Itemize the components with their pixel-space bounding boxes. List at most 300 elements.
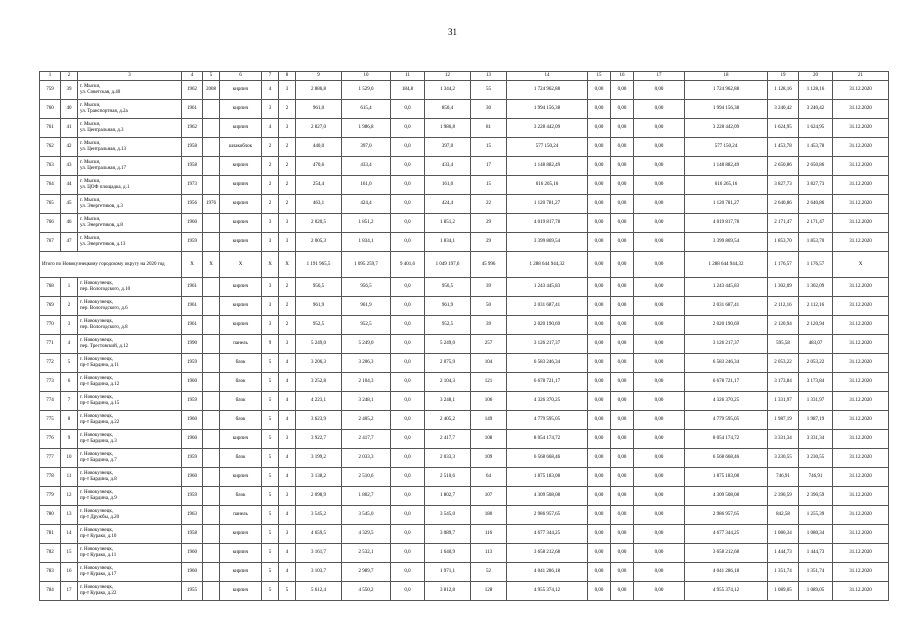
- table-cell: 3: [279, 81, 296, 100]
- table-cell: 3: [262, 214, 279, 233]
- address-cell: г. Мыски, ул. Центральная, д.17: [78, 157, 182, 176]
- table-cell: 3: [262, 278, 279, 297]
- table-cell: 0,00: [634, 468, 685, 487]
- table-cell: 1958: [182, 525, 203, 544]
- table-cell: 761: [40, 119, 61, 138]
- table-row: [40, 449, 889, 468]
- table-row: [40, 525, 889, 544]
- address-cell: г. Новокузнецк, пр-т Курако, д.11: [78, 544, 182, 563]
- table-cell: 2 031 687,41: [685, 297, 768, 316]
- table-cell: 5: [61, 354, 78, 373]
- table-cell: 1960: [182, 544, 203, 563]
- table-cell: 0,00: [611, 506, 634, 525]
- table-cell: 766: [40, 214, 61, 233]
- table-cell: 0,00: [611, 582, 634, 601]
- table-cell: [203, 544, 220, 563]
- table-cell: 3 827,73: [768, 176, 799, 195]
- total-cell: 0,00: [588, 252, 611, 278]
- table-cell: 0,0: [391, 354, 425, 373]
- table-cell: 0,00: [634, 316, 685, 335]
- table-cell: 0,00: [611, 278, 634, 297]
- column-number-cell: 5: [203, 72, 220, 81]
- table-cell: 104: [471, 354, 507, 373]
- table-cell: 2: [262, 138, 279, 157]
- table-cell: 31.12.2020: [833, 506, 889, 525]
- column-number-cell: 18: [685, 72, 768, 81]
- table-cell: 2: [61, 297, 78, 316]
- table-cell: 4: [262, 119, 279, 138]
- table-cell: 1960: [182, 468, 203, 487]
- table-cell: 4 309 508,08: [685, 487, 768, 506]
- column-number-cell: 6: [220, 72, 262, 81]
- table-cell: [203, 582, 220, 601]
- table-cell: 0,0: [391, 373, 425, 392]
- table-cell: 4 223,1: [296, 392, 342, 411]
- table-cell: 2 510,6: [425, 468, 471, 487]
- table-cell: 31.12.2020: [833, 449, 889, 468]
- table-cell: 2 053,22: [799, 354, 833, 373]
- table-cell: 6 568 668,46: [507, 449, 588, 468]
- table-cell: 2 510,6: [342, 468, 391, 487]
- address-cell: г. Новокузнецк, пр-т Бардина, д.7: [78, 449, 182, 468]
- table-cell: 0,00: [611, 157, 634, 176]
- column-number-cell: 10: [342, 72, 391, 81]
- table-cell: 763: [40, 157, 61, 176]
- table-cell: 31.12.2020: [833, 214, 889, 233]
- table-cell: 1 986,8: [342, 119, 391, 138]
- table-cell: 4: [279, 392, 296, 411]
- table-cell: 1 148 882,49: [507, 157, 588, 176]
- table-cell: 3: [61, 316, 78, 335]
- table-cell: 1961: [182, 297, 203, 316]
- table-cell: 55: [471, 81, 507, 100]
- table-cell: 0,00: [611, 335, 634, 354]
- table-cell: 956,5: [296, 278, 342, 297]
- table-cell: 397,0: [342, 138, 391, 157]
- table-cell: 0,0: [391, 563, 425, 582]
- table-cell: 3 161,7: [296, 544, 342, 563]
- table-cell: 0,00: [611, 373, 634, 392]
- table-cell: 0,00: [611, 354, 634, 373]
- table-cell: 2 390,59: [768, 487, 799, 506]
- table-cell: 1960: [182, 214, 203, 233]
- table-cell: 6 678 721,17: [685, 373, 768, 392]
- table-cell: кирпич: [220, 468, 262, 487]
- table-cell: [203, 176, 220, 195]
- table-cell: 0,00: [634, 430, 685, 449]
- table-cell: 1 444,73: [799, 544, 833, 563]
- table-cell: 3 206,3: [342, 354, 391, 373]
- table-cell: 17: [61, 582, 78, 601]
- table-cell: [203, 468, 220, 487]
- table-cell: 2 827,0: [296, 119, 342, 138]
- table-cell: 31.12.2020: [833, 335, 889, 354]
- table-cell: блок: [220, 449, 262, 468]
- table-cell: 779: [40, 487, 61, 506]
- column-number-cell: 3: [78, 72, 182, 81]
- table-cell: 0,00: [588, 354, 611, 373]
- table-cell: 5: [262, 411, 279, 430]
- table-cell: 0,0: [391, 176, 425, 195]
- column-number-cell: 16: [611, 72, 634, 81]
- table-cell: 2 033,3: [425, 449, 471, 468]
- table-cell: 1 987,19: [768, 411, 799, 430]
- table-cell: 5 249,0: [425, 335, 471, 354]
- table-cell: 433,4: [425, 157, 471, 176]
- table-cell: 31.12.2020: [833, 176, 889, 195]
- table-cell: 81: [471, 119, 507, 138]
- table-cell: 15: [471, 176, 507, 195]
- table-cell: [203, 487, 220, 506]
- table-cell: 13: [61, 506, 78, 525]
- table-cell: 0,00: [588, 411, 611, 430]
- table-row: [40, 411, 889, 430]
- table-cell: 0,00: [634, 487, 685, 506]
- table-cell: 1956: [182, 195, 203, 214]
- total-row: [40, 252, 889, 278]
- table-cell: 64: [471, 468, 507, 487]
- table-cell: [203, 157, 220, 176]
- column-number-row: [40, 72, 889, 81]
- table-cell: 2 417,7: [425, 430, 471, 449]
- address-cell: г. Новокузнецк, пр-т Дружбы, д.20: [78, 506, 182, 525]
- table-cell: [203, 119, 220, 138]
- table-cell: 12: [61, 487, 78, 506]
- table-cell: 0,00: [588, 316, 611, 335]
- table-cell: 8: [61, 411, 78, 430]
- table-cell: 595,58: [768, 335, 799, 354]
- address-cell: г. Мыски, ул. Энергетиков, д.8: [78, 214, 182, 233]
- table-cell: 1959: [182, 392, 203, 411]
- table-cell: 2 020 190,69: [507, 316, 588, 335]
- table-cell: 2 120,94: [768, 316, 799, 335]
- table-cell: 1 994 156,38: [507, 100, 588, 119]
- table-cell: 107: [471, 487, 507, 506]
- table-cell: 784: [40, 582, 61, 601]
- total-cell: 1 095 259,7: [342, 252, 391, 278]
- table-cell: 15: [61, 544, 78, 563]
- table-cell: 2 405,2: [342, 411, 391, 430]
- address-cell: г. Новокузнецк, пр-т Бардина, д.22: [78, 411, 182, 430]
- table-cell: 3 230,55: [799, 449, 833, 468]
- table-cell: 4: [279, 563, 296, 582]
- table-cell: 5: [262, 468, 279, 487]
- table-cell: 4 309 508,08: [507, 487, 588, 506]
- table-cell: 0,0: [391, 487, 425, 506]
- table-cell: 31.12.2020: [833, 430, 889, 449]
- table-cell: 1 853,70: [768, 233, 799, 252]
- table-cell: 1973: [182, 176, 203, 195]
- table-cell: 1 834,1: [425, 233, 471, 252]
- table-row: [40, 176, 889, 195]
- total-cell: 1 049 197,6: [425, 252, 471, 278]
- total-cell: 0,00: [611, 252, 634, 278]
- table-cell: 616 265,16: [685, 176, 768, 195]
- table-cell: 1 834,1: [342, 233, 391, 252]
- table-cell: 774: [40, 392, 61, 411]
- table-cell: 4 955 374,12: [507, 582, 588, 601]
- table-cell: 1 331,97: [768, 392, 799, 411]
- table-cell: 961,9: [296, 297, 342, 316]
- table-cell: 1958: [182, 157, 203, 176]
- total-label-cell: Итого по Новокузнецкому городскому округу на 2020 год: [40, 252, 182, 278]
- table-cell: кирпич: [220, 157, 262, 176]
- total-cell: 0,00: [634, 252, 685, 278]
- table-row: [40, 157, 889, 176]
- table-cell: 16: [61, 563, 78, 582]
- table-cell: 2: [279, 278, 296, 297]
- table-cell: 3 623,9: [296, 411, 342, 430]
- table-cell: 14: [61, 525, 78, 544]
- table-cell: 0,00: [588, 487, 611, 506]
- table-cell: 577 150,24: [507, 138, 588, 157]
- table-cell: 759: [40, 81, 61, 100]
- table-cell: 106: [471, 392, 507, 411]
- table-cell: 2008: [203, 81, 220, 100]
- table-cell: 6: [61, 373, 78, 392]
- column-number-cell: 1: [40, 72, 61, 81]
- table-cell: 1990: [182, 335, 203, 354]
- total-cell: X: [279, 252, 296, 278]
- table-cell: 2 020 190,69: [685, 316, 768, 335]
- table-cell: 31.12.2020: [833, 468, 889, 487]
- table-cell: 0,0: [391, 544, 425, 563]
- total-cell: X: [203, 252, 220, 278]
- table-cell: 1 971,1: [425, 563, 471, 582]
- table-cell: 40: [61, 100, 78, 119]
- table-cell: 6 583 246,34: [507, 354, 588, 373]
- table-cell: 0,00: [611, 449, 634, 468]
- table-cell: 47: [61, 233, 78, 252]
- table-cell: 30: [471, 100, 507, 119]
- column-number-cell: 19: [768, 72, 799, 81]
- table-cell: 0,00: [588, 119, 611, 138]
- table-cell: 0,00: [634, 544, 685, 563]
- table-cell: 0,0: [391, 506, 425, 525]
- table-cell: 0,00: [611, 316, 634, 335]
- table-cell: 3 138,2: [296, 468, 342, 487]
- table-cell: 1 331,97: [799, 392, 833, 411]
- table-cell: 52: [471, 563, 507, 582]
- table-cell: 1959: [182, 354, 203, 373]
- address-cell: г. Мыски, ул. Энергетиков, д.3: [78, 195, 182, 214]
- table-cell: 109: [471, 449, 507, 468]
- table-cell: 4 550,2: [342, 582, 391, 601]
- housing-register-table: [39, 71, 889, 601]
- table-cell: 616 265,16: [507, 176, 588, 195]
- table-cell: 1960: [182, 563, 203, 582]
- table-cell: 3 173,84: [768, 373, 799, 392]
- table-cell: 0,00: [634, 563, 685, 582]
- table-row: [40, 278, 889, 297]
- table-cell: 2 886,8: [296, 81, 342, 100]
- table-cell: 1 724 962,88: [685, 81, 768, 100]
- table-cell: 1 089,05: [768, 582, 799, 601]
- table-cell: 842,58: [768, 506, 799, 525]
- table-cell: 2 112,16: [768, 297, 799, 316]
- table-cell: 777: [40, 449, 61, 468]
- table-cell: 4 779 595,05: [507, 411, 588, 430]
- table-cell: 0,00: [588, 373, 611, 392]
- address-cell: г. Новокузнецк, пр-т Бардина, д.8: [78, 468, 182, 487]
- table-cell: 180: [471, 506, 507, 525]
- table-cell: 5: [262, 582, 279, 601]
- table-cell: кирпич: [220, 100, 262, 119]
- table-cell: 1 987,19: [799, 411, 833, 430]
- column-number-cell: 13: [471, 72, 507, 81]
- table-cell: 1961: [182, 278, 203, 297]
- table-cell: 2 098,9: [296, 487, 342, 506]
- table-cell: 3 240,42: [799, 100, 833, 119]
- address-cell: г. Новокузнецк, пер. Вологодского, д.8: [78, 316, 182, 335]
- table-cell: 5: [262, 392, 279, 411]
- table-cell: 4 326 370,25: [507, 392, 588, 411]
- table-cell: 1960: [182, 373, 203, 392]
- table-row: [40, 100, 889, 119]
- table-cell: 2: [262, 176, 279, 195]
- table-cell: 3 331,34: [799, 430, 833, 449]
- table-cell: 3 252,8: [296, 373, 342, 392]
- table-cell: 3 089,7: [425, 525, 471, 544]
- table-cell: 782: [40, 544, 61, 563]
- table-cell: 762: [40, 138, 61, 157]
- table-cell: 5: [262, 430, 279, 449]
- table-cell: 1 724 962,88: [507, 81, 588, 100]
- table-cell: 0,00: [588, 157, 611, 176]
- table-cell: 0,00: [588, 233, 611, 252]
- column-number-cell: 20: [799, 72, 833, 81]
- table-cell: 0,00: [588, 430, 611, 449]
- table-cell: 31.12.2020: [833, 582, 889, 601]
- column-number-cell: 14: [507, 72, 588, 81]
- table-cell: 5: [262, 487, 279, 506]
- table-cell: 3: [279, 233, 296, 252]
- table-cell: кирпич: [220, 525, 262, 544]
- table-cell: 0,00: [588, 544, 611, 563]
- table-cell: 0,0: [391, 430, 425, 449]
- table-cell: 0,00: [634, 119, 685, 138]
- table-cell: 0,00: [611, 563, 634, 582]
- table-cell: 1 302,09: [768, 278, 799, 297]
- table-cell: 2: [279, 176, 296, 195]
- address-cell: г. Мыски, ул. ЦОФ площадка, д.1: [78, 176, 182, 195]
- table-cell: 4 955 374,12: [685, 582, 768, 601]
- table-cell: 2 120,94: [799, 316, 833, 335]
- table-cell: [203, 214, 220, 233]
- table-cell: [203, 297, 220, 316]
- table-cell: 0,00: [634, 157, 685, 176]
- table-cell: 1 624,95: [768, 119, 799, 138]
- table-cell: 128: [471, 582, 507, 601]
- table-cell: 4: [279, 468, 296, 487]
- table-cell: 778: [40, 468, 61, 487]
- table-cell: 31.12.2020: [833, 354, 889, 373]
- table-cell: 1 089,05: [799, 582, 833, 601]
- table-cell: 2 171,47: [768, 214, 799, 233]
- table-cell: 0,00: [588, 100, 611, 119]
- table-cell: 0,0: [391, 138, 425, 157]
- table-cell: 2: [262, 195, 279, 214]
- table-cell: 0,0: [391, 233, 425, 252]
- address-cell: г. Новокузнецк, пр-т Бардина, д.12: [78, 373, 182, 392]
- table-row: [40, 468, 889, 487]
- table-cell: 1: [61, 278, 78, 297]
- table-cell: 0,00: [634, 354, 685, 373]
- table-row: [40, 138, 889, 157]
- address-cell: г. Мыски, ул. Центральная, д.3: [78, 119, 182, 138]
- table-cell: 3: [279, 525, 296, 544]
- table-cell: 29: [471, 233, 507, 252]
- table-row: [40, 582, 889, 601]
- table-cell: 46: [61, 214, 78, 233]
- table-cell: 767: [40, 233, 61, 252]
- table-cell: 5: [262, 449, 279, 468]
- table-cell: 3 545,2: [296, 506, 342, 525]
- table-cell: 0,00: [634, 373, 685, 392]
- table-row: [40, 392, 889, 411]
- table-cell: 1 120 781,27: [685, 195, 768, 214]
- table-cell: 2: [279, 157, 296, 176]
- column-number-cell: 4: [182, 72, 203, 81]
- table-cell: 1961: [182, 100, 203, 119]
- table-cell: 775: [40, 411, 61, 430]
- table-cell: 31.12.2020: [833, 411, 889, 430]
- table-cell: 0,00: [588, 278, 611, 297]
- table-cell: 0,0: [391, 449, 425, 468]
- table-cell: 1 128,16: [799, 81, 833, 100]
- table-cell: 4: [279, 506, 296, 525]
- table-cell: 257: [471, 335, 507, 354]
- table-cell: 1 640,9: [425, 544, 471, 563]
- table-cell: 0,00: [588, 214, 611, 233]
- table-cell: 149: [471, 411, 507, 430]
- column-number-cell: 21: [833, 72, 889, 81]
- table-cell: кирпич: [220, 214, 262, 233]
- address-cell: г. Новокузнецк, пр-т Курако, д.22: [78, 582, 182, 601]
- address-cell: г. Новокузнецк, пр-т Курако, д.17: [78, 563, 182, 582]
- table-cell: [203, 316, 220, 335]
- table-cell: 961,9: [425, 297, 471, 316]
- column-number-cell: 11: [391, 72, 425, 81]
- table-cell: 8 054 174,72: [507, 430, 588, 449]
- table-cell: 4 659,5: [296, 525, 342, 544]
- table-cell: 463,1: [296, 195, 342, 214]
- table-cell: 5 249,0: [342, 335, 391, 354]
- table-cell: 31.12.2020: [833, 297, 889, 316]
- table-cell: блок: [220, 411, 262, 430]
- table-cell: 2 986 957,65: [507, 506, 588, 525]
- table-cell: 952,5: [296, 316, 342, 335]
- table-cell: 0,00: [611, 468, 634, 487]
- table-cell: 0,00: [634, 195, 685, 214]
- table-cell: 0,0: [391, 157, 425, 176]
- address-cell: г. Новокузнецк, пр-т Бардина, д.15: [78, 392, 182, 411]
- table-row: [40, 297, 889, 316]
- table-cell: 3 228 442,09: [685, 119, 768, 138]
- table-cell: 31.12.2020: [833, 81, 889, 100]
- table-cell: 0,00: [611, 430, 634, 449]
- address-cell: г. Мыски, ул. Транспортная, д.2а: [78, 100, 182, 119]
- table-cell: 4 779 595,05: [685, 411, 768, 430]
- total-cell: X: [220, 252, 262, 278]
- table-cell: 15: [471, 138, 507, 157]
- table-cell: 1 453,78: [768, 138, 799, 157]
- table-cell: 3: [279, 335, 296, 354]
- table-cell: 764: [40, 176, 61, 195]
- table-cell: 161,0: [425, 176, 471, 195]
- total-cell: 1 288 644 944,32: [685, 252, 768, 278]
- table-cell: 1 986,8: [425, 119, 471, 138]
